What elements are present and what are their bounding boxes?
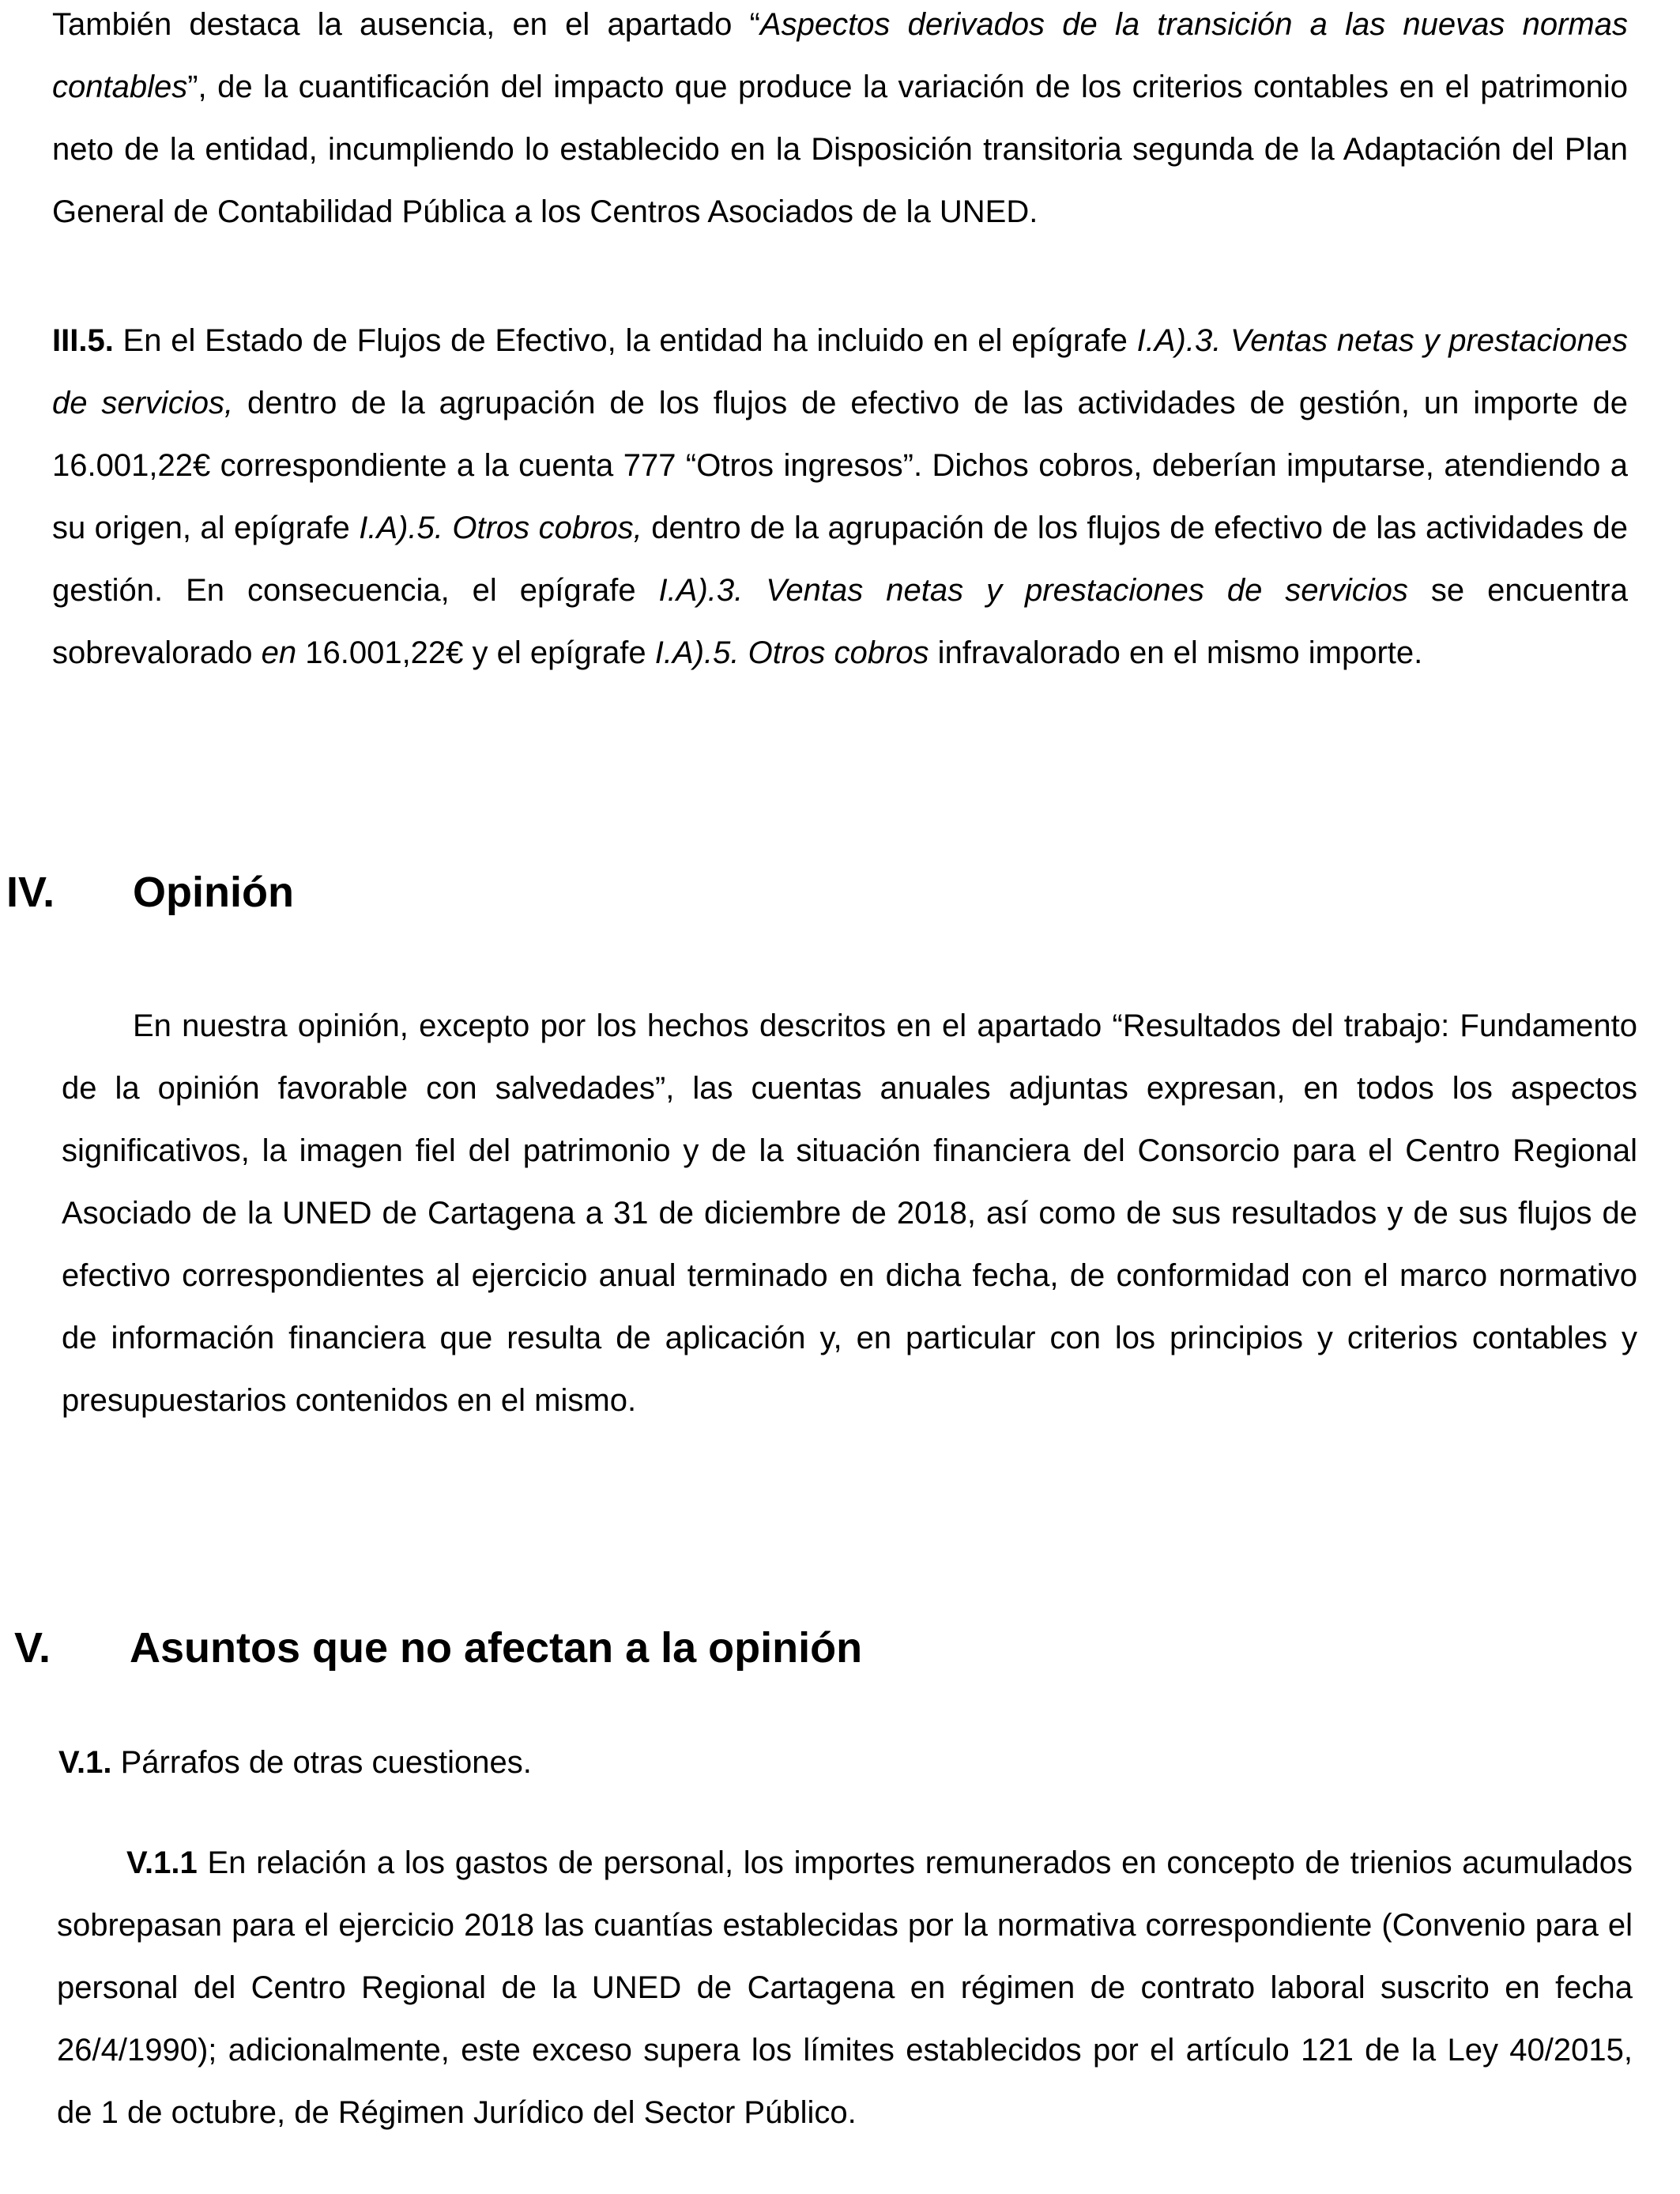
paragraph-iii-5 [52,310,1628,684]
paragraph-text: se encuentra sobrevalorado [52,573,1628,670]
paragraph-ausencia [52,0,1628,243]
paragraph-text: En nuestra opinión, excepto por los hechos descritos en el apartado “Resultados del trabajo: Fundamento de la opinión favorable con salvedades”, las cuentas anuales adjuntas expresan, en todos los aspectos significativos, la imagen fiel del patrimonio y de la situación financiera del Consorcio para el Centro Regional Asociado de la UNED de Cartagena a 31 de diciembre de 2018, así como de sus resultados y de sus flujos de efectivo correspondientes al ejercicio anual terminado en dicha fecha, de conformidad con el marco normativo de información financiera que resulta de aplicación y, en particular con los principios y criterios contables y presupuestarios contenidos en el mismo. [62,1008,1637,1418]
paragraph-label: V.1. [58,1745,112,1780]
section-heading-v [14,1623,863,1672]
paragraph-text: dentro de la agrupación de los flujos de efectivo de las actividades de gestión, un importe de 16.001,22€ correspondiente a la cuenta 777 “Otros ingresos”. Dichos cobros, deberían imputarse, atendiendo a su origen, al epígrafe [52,386,1628,545]
paragraph-text: 16.001,22€ y el epígrafe [296,635,655,670]
section-number: V. [14,1624,51,1672]
italic-reference: I.A).5. Otros cobros [654,635,929,670]
italic-reference: Aspectos derivados de la transición a las nuevas normas contables [52,7,1628,104]
paragraph-text: También destaca la ausencia, en el apartado “ [52,7,760,42]
section-heading-iv [6,868,294,917]
paragraph-opinion [62,995,1637,1432]
paragraph-text: ”, de la cuantificación del impacto que produce la variación de los criterios contables en el patrimonio neto de la entidad, incumpliendo lo establecido en la Disposición transitoria segunda de la Adaptación del Plan General de Contabilidad Pública a los Centros Asociados de la UNED. [52,70,1628,229]
paragraph-text: Párrafos de otras cuestiones. [111,1745,532,1780]
section-title: Opinión [133,869,294,916]
section-number: IV. [6,869,55,916]
paragraph-v-1-1 [57,1832,1633,2144]
paragraph-text: infravalorado en el mismo importe. [929,635,1423,670]
italic-reference: I.A).3. Ventas netas y prestaciones de servicios [658,573,1408,608]
section-title: Asuntos que no afectan a la opinión [130,1624,863,1672]
italic-reference: I.A).3. Ventas netas y prestaciones de servicios, [52,323,1628,420]
paragraph-label: V.1.1 [126,1845,198,1880]
paragraph-text: En el Estado de Flujos de Efectivo, la entidad ha incluido en el epígrafe [113,323,1137,358]
italic-reference: en [261,635,297,670]
paragraph-v-1 [58,1732,1634,1794]
paragraph-text: dentro de la agrupación de los flujos de efectivo de las actividades de gestión. En consecuencia, el epígrafe [52,511,1629,608]
paragraph-text: En relación a los gastos de personal, los importes remunerados en concepto de trienios acumulados sobrepasan para el ejercicio 2018 las cuantías establecidas por la normativa correspondiente (Convenio para el personal del Centro Regional de la UNED de Cartagena en régimen de contrato laboral suscrito en fecha 26/4/1990); adicionalmente, este exceso supera los límites establecidos por el artículo 121 de la Ley 40/2015, de 1 de octubre, de Régimen Jurídico del Sector Público. [57,1845,1633,2130]
italic-reference: I.A).5. Otros cobros, [359,511,642,545]
paragraph-label: III.5. [52,323,114,358]
